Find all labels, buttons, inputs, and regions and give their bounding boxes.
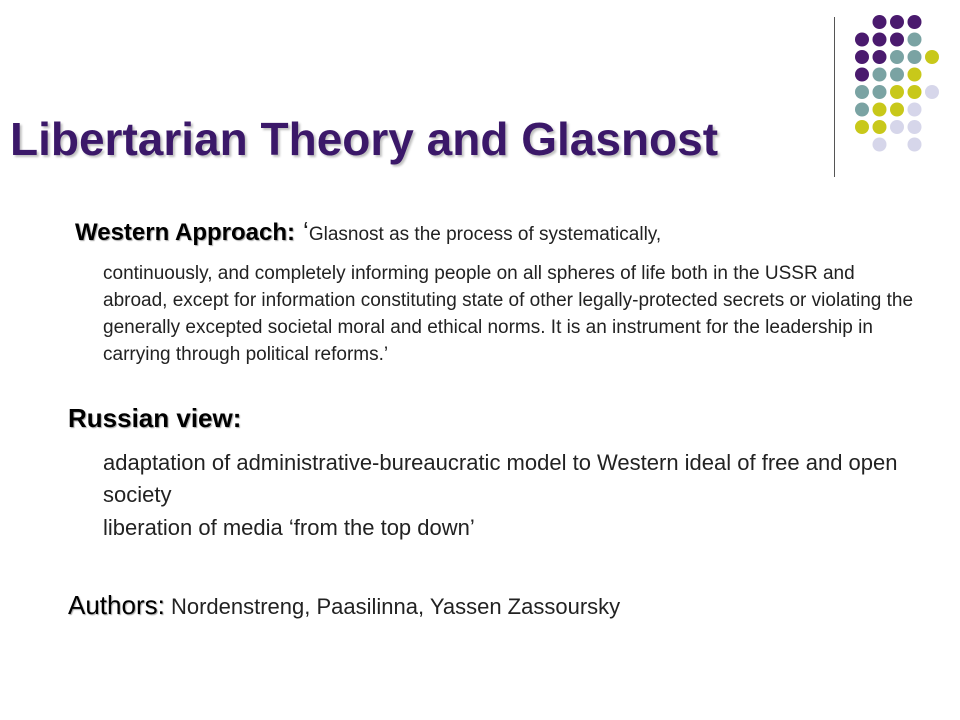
decorative-dot: [855, 85, 869, 99]
decorative-dot: [908, 68, 922, 82]
authors-line: [68, 590, 620, 621]
western-approach-first-line: [75, 216, 661, 247]
decorative-dot: [908, 120, 922, 134]
decorative-dot: [855, 103, 869, 117]
decorative-dot: [890, 68, 904, 82]
decorative-dot: [873, 138, 887, 152]
western-approach-text-first: Glasnost as the process of systematically,: [308, 224, 662, 245]
decorative-dot: [873, 50, 887, 64]
decorative-dot: [873, 120, 887, 134]
opening-quote: ‘: [303, 216, 309, 246]
decorative-dot: [890, 103, 904, 117]
decorative-dot: [890, 50, 904, 64]
decorative-dot: [908, 85, 922, 99]
decorative-dot: [855, 68, 869, 82]
decorative-dot: [925, 85, 939, 99]
russian-view-item: liberation of media ‘from the top down’: [103, 515, 475, 540]
decorative-dot: [873, 68, 887, 82]
decorative-divider-line: [834, 17, 835, 177]
authors-label: Authors:: [68, 590, 165, 620]
decorative-dot: [873, 15, 887, 29]
russian-view-heading: Russian view:: [68, 403, 242, 433]
decorative-dot: [925, 50, 939, 64]
decorative-dot: [890, 85, 904, 99]
decorative-dot: [873, 85, 887, 99]
decorative-dot: [908, 138, 922, 152]
decorative-dot: [855, 33, 869, 47]
decorative-dot: [855, 120, 869, 134]
decorative-dot: [908, 103, 922, 117]
decorative-dot-grid: [0, 0, 960, 200]
decorative-dot: [873, 33, 887, 47]
western-approach-text: continuously, and completely informing people on all spheres of life both in the USSR and abroad, except for information constituting state of other legally-protected secrets or violating the generally excepted societal moral and ethical norms. It is an instrument for the leadership in carrying through political reforms.’: [103, 263, 914, 365]
decorative-dot: [890, 33, 904, 47]
decorative-dot: [908, 33, 922, 47]
decorative-dot: [890, 120, 904, 134]
russian-view-item: adaptation of administrative-bureaucratic model to Western ideal of free and open society: [103, 450, 898, 507]
decorative-dot: [908, 50, 922, 64]
decorative-dot: [908, 15, 922, 29]
slide-title: Libertarian Theory and Glasnost: [10, 113, 719, 165]
decorative-dot: [890, 15, 904, 29]
decorative-dot: [873, 103, 887, 117]
authors-names: Nordenstreng, Paasilinna, Yassen Zassoursky: [170, 594, 621, 619]
decorative-dot: [855, 50, 869, 64]
western-approach-heading: Western Approach:: [75, 219, 296, 246]
